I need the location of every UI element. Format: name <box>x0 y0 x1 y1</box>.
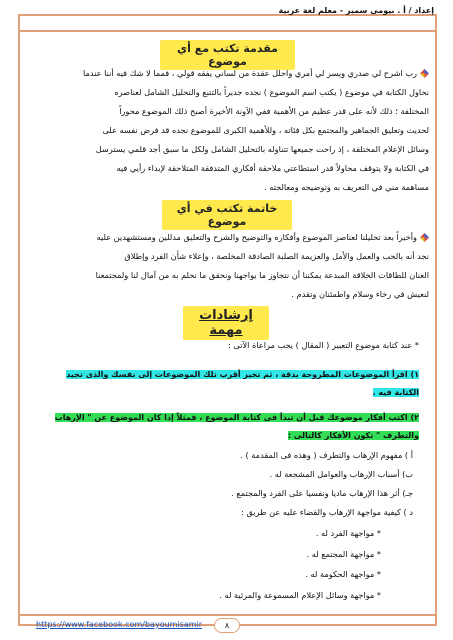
header-rule <box>20 30 435 32</box>
method-item: * مواجهة وسائل الإعلام المسموعة والمرئية له . <box>219 590 381 600</box>
paragraph-line: العنان للطاقات الخلاقة المبدعة يمكننا أن نتجاوز ما يواجهنا ونحقق ما نحلم به من آمال لنا ولمجتمعنا <box>95 270 429 280</box>
paragraph-line: في الكتابة ولا يتوقف محاولاً قدر استطاعتي ملاحقة أفكاري المتدفقة المتلاحقة لإبداء رأيي فيه <box>116 163 429 173</box>
tip-1-line-2: الكتابة فيه . <box>372 388 419 397</box>
diamond-bullet-icon <box>420 69 429 78</box>
method-item: * مواجهة الفرد له . <box>315 528 381 538</box>
tips-intro: * عند كتابة موضوع التعبير ( المقال ) يجب مراعاة الآتى : <box>228 340 419 350</box>
page-header: إعداد / أ . بيومى سمير - معلم لغة عربية <box>278 6 434 15</box>
facebook-link[interactable]: https://www.facebook.com/bayoumisamir <box>36 620 203 629</box>
method-item: * مواجهة الحكومة له . <box>305 569 381 579</box>
tip-1-line-1: ١) اقرأ الموضوعات المطروحة بدقة ، ثم تخير أقرب تلك الموضوعات إلى نفسك والذى تجيد <box>66 370 419 379</box>
idea-item: ب) أسباب الإرهاب والعوامل المشجعة له . <box>269 469 413 479</box>
paragraph-line: لنعيش في رخاء وسلام واطمئنان وتقدم . <box>291 289 429 299</box>
paragraph-line: مساهمة مني في التعريف به وتوضيحه ومعالجته . <box>264 182 429 192</box>
paragraph-line: رب اشرح لي صدري ويسر لي أمري واحلل عقدة من لساني يفقه قولي ، فمما لا شك فيه أننا عندما <box>83 68 417 78</box>
idea-item: جـ) أثر هذا الإرهاب ماديا ونفسيا على الفرد والمجتمع . <box>231 488 413 498</box>
paragraph-line: وسائل الإعلام المختلفة ، إذ راحت جميعها تتناوله بالتحليل الشامل ولكل ما سبق أجد قلمي يسترسل <box>95 144 429 154</box>
paragraph-line: نحاول الكتابة في موضوع ( يكتب اسم الموضوع ) نجده جديراً بالتتبع والتحليل الشامل لعناصره <box>114 87 429 97</box>
footer-rule <box>20 614 435 616</box>
page-number: ٨ <box>214 618 240 633</box>
idea-item: د ) كيفية مواجهة الإرهاب والقضاء عليه عن طريق : <box>241 507 413 517</box>
paragraph-line: وأخيراً بعد تحليلنا لعناصر الموضوع وأفكاره والتوضيح والشرح والتعليق مدللين ومستشهدين عليه <box>96 232 417 242</box>
intro-title: مقدمة تكتب مع أي موضوع <box>160 40 295 70</box>
paragraph-line: لحديث وتعليق الجماهير والمجتمع بكل فئاته ، وللأهمية الكبرى للموضوع نجده قد فرض نفسه على <box>102 125 429 135</box>
paragraph-line: المختلفة ؛ ذلك لأنه على قدر عظيم من الأهمية ففي الآونة الأخيرة أصبح ذلك الموضوع محوراً <box>119 106 429 116</box>
tip-2-line-1: ٢) اكتب أفكار موضوعك قبل أن تبدأ فى كتابة الموضوع ، فمثلاً إذا كان الموضوع عن " الإرهاب <box>54 413 419 422</box>
method-item: * مواجهة المجتمع له . <box>306 549 381 559</box>
tips-title: إرشادات مهمة <box>183 306 269 340</box>
tip-2-line-2: والتطرف " تكون الأفكار كالتالى : <box>287 431 419 440</box>
paragraph-line: نجد أنه بالحب والعمل والأمل والعزيمة الصلبة الصادقة المخلصة ، وإعلاء شأن الفرد وإطلاق <box>124 251 429 261</box>
idea-item: أ ) مفهوم الإرهاب والتطرف ( وهذه فى المقدمة ) . <box>240 450 413 460</box>
outro-title: خاتمة تكتب في أي موضوع <box>162 200 292 230</box>
diamond-bullet-icon <box>420 233 429 242</box>
